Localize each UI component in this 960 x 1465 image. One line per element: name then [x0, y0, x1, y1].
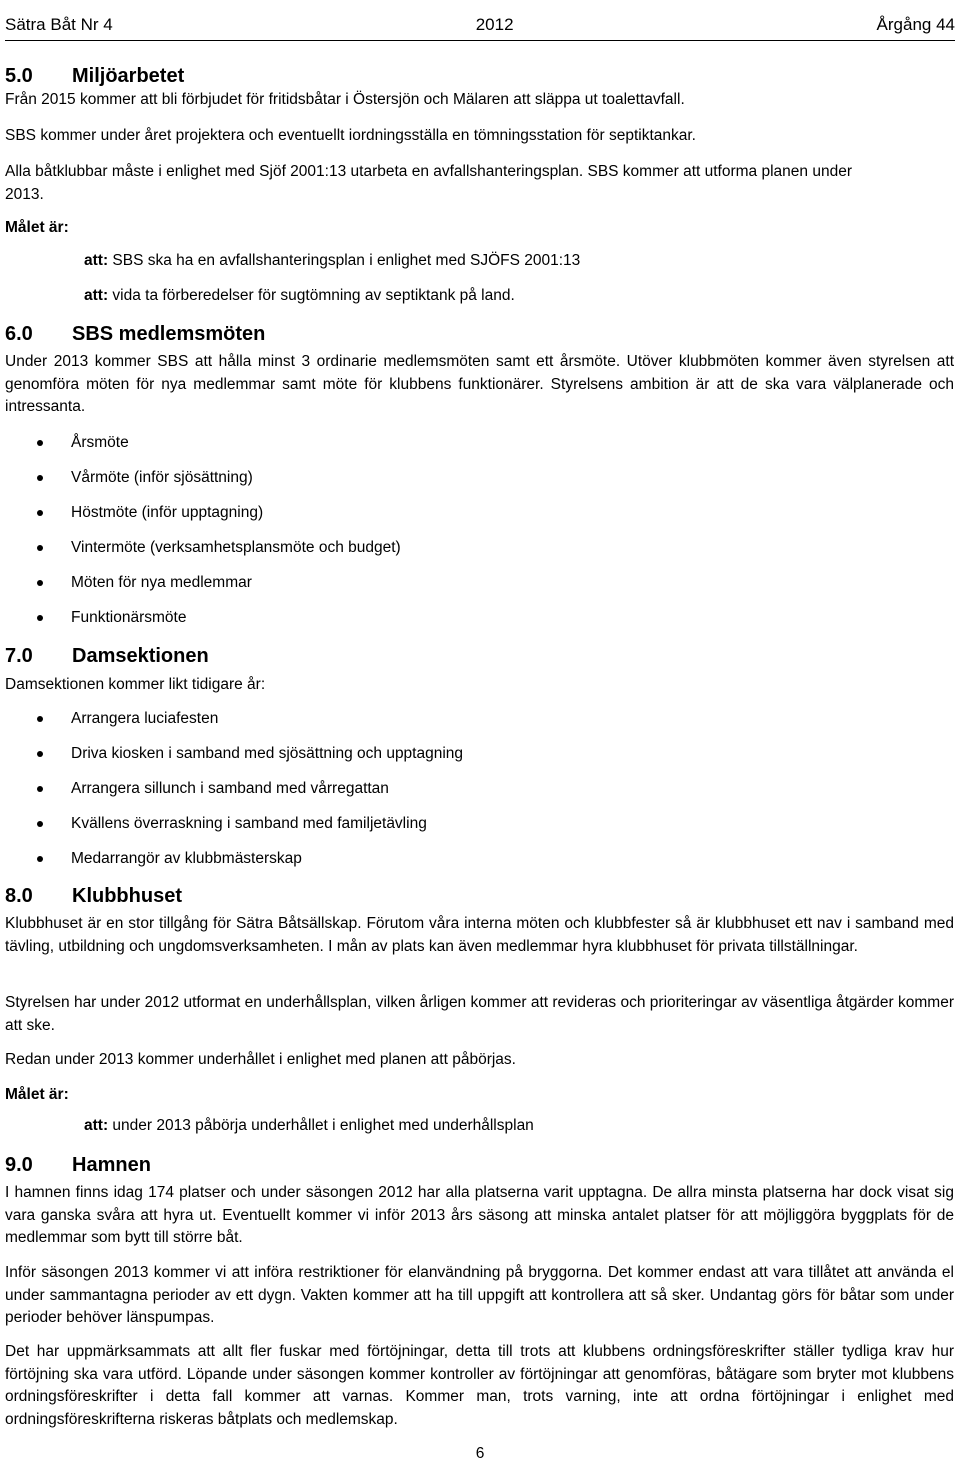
- list-item-text: Höstmöte (inför upptagning): [71, 504, 264, 521]
- section-number: 7.0: [5, 644, 33, 667]
- list-item: [0, 743, 954, 765]
- section-number: 5.0: [5, 64, 33, 87]
- section-6-heading: [5, 321, 954, 347]
- s8-paragraph-1: Klubbhuset är en stor tillgång för Sätra Båtsällskap. Förutom våra interna möten och klubbfester så är klubbhuset ett nav i samband med tävling, utbildning och ungdomsverksamheten. I mån av plats kan även medlemmar hyra klubbhuset för privata tillställningar.: [5, 915, 954, 955]
- bullet-icon: [37, 440, 43, 446]
- bullet-icon: [37, 580, 43, 586]
- header-rule: [5, 40, 955, 41]
- list-item: [0, 572, 954, 594]
- goal-text: vida ta förberedelser för sugtömning av septiktank på land.: [108, 287, 515, 304]
- s5-line-2: SBS kommer under året projektera och eventuellt iordningsställa en tömningsstation för septiktankar.: [5, 127, 696, 144]
- s5-line-3: Alla båtklubbar måste i enlighet med Sjöf 2001:13 utarbeta en avfallshanteringsplan. SBS kommer att utforma planen under: [5, 163, 852, 180]
- s8-paragraph-3: Redan under 2013 kommer underhållet i enlighet med planen att påbörjas.: [5, 1051, 516, 1068]
- s9-paragraph-1: I hamnen finns idag 174 platser och under säsongen 2012 har alla platserna varit upptagna. De allra minsta platserna har dock visat sig vara ganska svåra att hyra ut. Eventuellt kommer vi inför 2013 års säsong att minska antalet platser för att möjliggöra byggplats för de medlemmar som bytt till större båt.: [5, 1184, 954, 1246]
- list-item: [0, 607, 954, 629]
- s5-line-4: 2013.: [5, 186, 44, 203]
- list-item: [0, 708, 954, 730]
- page-number: 6: [475, 1445, 485, 1462]
- s8-paragraph-2: Styrelsen har under 2012 utformat en underhållsplan, vilken årligen kommer att revideras och prioriteringar av väsentliga åtgärder kommer att ske.: [5, 994, 954, 1034]
- bullet-icon: [37, 821, 43, 827]
- section-title: Damsektionen: [72, 644, 209, 667]
- bullet-icon: [37, 475, 43, 481]
- list-item: [0, 778, 954, 800]
- list-item-text: Årsmöte: [71, 434, 129, 451]
- section-5-heading: [5, 63, 954, 89]
- bullet-icon: [37, 856, 43, 862]
- s5-goal-label: Målet är:: [5, 219, 69, 236]
- s7-intro: Damsektionen kommer likt tidigare år:: [5, 676, 266, 693]
- s8-goal: [84, 1117, 954, 1135]
- section-9-heading: [5, 1152, 954, 1178]
- list-item-text: Vintermöte (verksamhetsplansmöte och budget): [71, 539, 401, 556]
- list-item: [0, 537, 954, 559]
- s9-paragraph-3: Det har uppmärksammats att allt fler fuskar med förtöjningar, detta till trots att klubbens ordningsföreskrifter ställer tydliga krav hur förtöjning ska vara utförd. Löpande under säsongen kommer kontroller av förtöjningar att genomföras, båtägare som bryter mot klubbens ordningsföreskrifter i detta fall kommer att varnas. Kommer man, trots varning, inte att ordna förtöjningar i enlighet med ordningsföreskrifterna riskeras båtplats och medlemskap.: [5, 1343, 954, 1428]
- bullet-icon: [37, 786, 43, 792]
- goal-text: SBS ska ha en avfallshanteringsplan i enlighet med SJÖFS 2001:13: [108, 252, 581, 269]
- bullet-icon: [37, 716, 43, 722]
- section-title: Hamnen: [72, 1153, 151, 1176]
- header-left: Sätra Båt Nr 4: [5, 15, 113, 34]
- bullet-icon: [37, 615, 43, 621]
- s9-paragraph-2: Inför säsongen 2013 kommer vi att införa restriktioner för elanvändning på bryggorna. Det kommer endast att vara tillåtet att använda el under sammantagna perioder av ett dygn. Vakten kommer att ha till uppgift att kontrollera att så sker. Undantag görs för båtar som under perioder behöver länspumpas.: [5, 1264, 954, 1326]
- section-number: 9.0: [5, 1153, 33, 1176]
- list-item: [0, 848, 954, 870]
- bullet-icon: [37, 545, 43, 551]
- page-header: [5, 12, 955, 38]
- list-item-text: Medarrangör av klubbmästerskap: [71, 850, 302, 867]
- list-item: [0, 432, 954, 454]
- list-item-text: Kvällens överraskning i samband med familjetävling: [71, 815, 427, 832]
- list-item-text: Driva kiosken i samband med sjösättning och upptagning: [71, 745, 464, 762]
- list-item-text: Arrangera sillunch i samband med vårregattan: [71, 780, 389, 797]
- list-item: [0, 467, 954, 489]
- list-item-text: Arrangera luciafesten: [71, 710, 219, 727]
- list-item: [0, 813, 954, 835]
- s5-goal-2: [84, 287, 954, 305]
- goal-lead: att:: [84, 252, 109, 269]
- list-item: [0, 502, 954, 524]
- section-7-heading: [5, 643, 954, 669]
- header-center: 2012: [475, 15, 514, 34]
- s5-line-1: Från 2015 kommer att bli förbjudet för fritidsbåtar i Östersjön och Mälaren att släppa ut toalettavfall.: [5, 91, 685, 108]
- s5-goal-1: [84, 252, 954, 270]
- section-title: Klubbhuset: [72, 884, 182, 907]
- s8-goal-label: Målet är:: [5, 1086, 69, 1103]
- section-title: SBS medlemsmöten: [72, 322, 266, 345]
- section-number: 8.0: [5, 884, 33, 907]
- header-right: Årgång 44: [876, 15, 955, 34]
- list-item-text: Vårmöte (inför sjösättning): [71, 469, 253, 486]
- list-item-text: Funktionärsmöte: [71, 609, 187, 626]
- bullet-icon: [37, 510, 43, 516]
- list-item-text: Möten för nya medlemmar: [71, 574, 252, 591]
- goal-lead: att:: [84, 1117, 109, 1134]
- goal-lead: att:: [84, 287, 109, 304]
- section-8-heading: [5, 883, 954, 909]
- section-title: Miljöarbetet: [72, 64, 185, 87]
- s6-paragraph: Under 2013 kommer SBS att hålla minst 3 ordinarie medlemsmöten samt ett årsmöte. Utöver klubbmöten kommer även styrelsen att genomföra möten för nya medlemmar samt möte för klubbens funktionärer. Styrelsens ambition är att de ska vara välplanerade och intressanta.: [5, 353, 954, 415]
- section-number: 6.0: [5, 322, 33, 345]
- goal-text: under 2013 påbörja underhållet i enlighet med underhållsplan: [108, 1117, 534, 1134]
- bullet-icon: [37, 751, 43, 757]
